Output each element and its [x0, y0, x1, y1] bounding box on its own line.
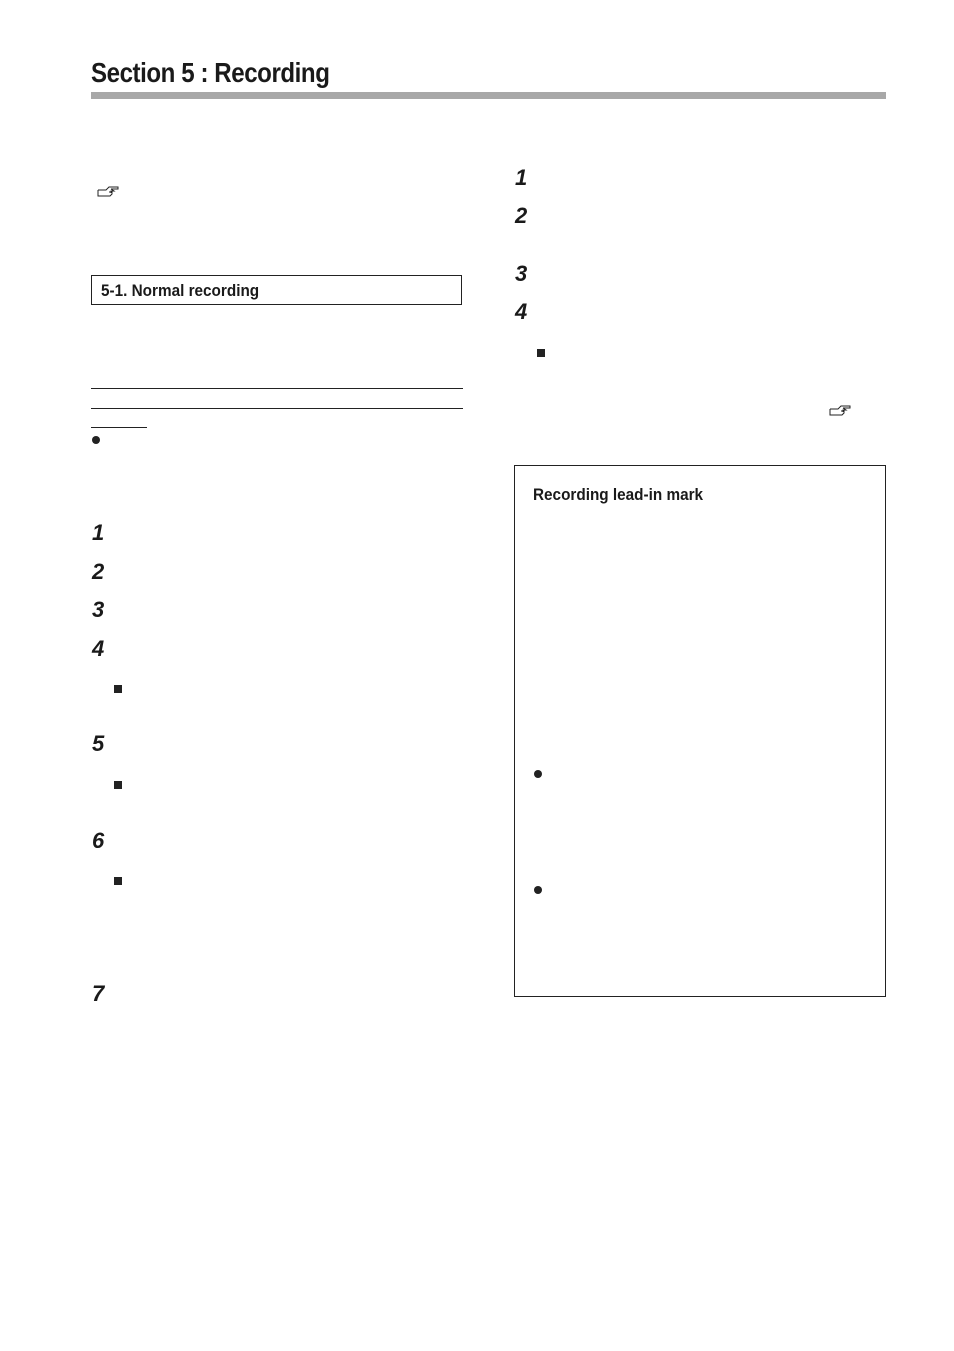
- pointing-hand-icon: [97, 186, 119, 198]
- step-number: 2: [515, 203, 528, 228]
- square-bullet-icon: [114, 685, 122, 693]
- step-number: 6: [92, 828, 105, 853]
- square-bullet-icon: [114, 877, 122, 885]
- page-title: Section 5 : Recording: [91, 57, 330, 88]
- step-number: 1: [92, 520, 105, 545]
- bullet-dot-icon: [534, 886, 542, 894]
- step-number: 5: [92, 731, 105, 756]
- step-number: 4: [515, 299, 528, 324]
- bullet-dot-icon: [92, 436, 100, 444]
- square-bullet-icon: [114, 781, 122, 789]
- step-number: 3: [92, 597, 105, 622]
- bullet-dot-icon: [534, 770, 542, 778]
- short-divider-line: [91, 427, 147, 428]
- square-bullet-icon: [537, 349, 545, 357]
- subsection-heading: 5-1. Normal recording: [101, 281, 260, 300]
- title-underline-bar: [91, 92, 886, 99]
- step-number: 4: [92, 636, 105, 661]
- step-number: 3: [515, 261, 528, 286]
- pointing-hand-icon: [829, 405, 851, 417]
- subsection-heading-box: [91, 275, 462, 305]
- divider-line: [91, 388, 463, 389]
- step-number: 1: [515, 165, 528, 190]
- info-box: [514, 465, 886, 997]
- divider-line: [91, 408, 463, 409]
- step-number: 2: [92, 559, 105, 584]
- info-box-title: Recording lead-in mark: [533, 485, 704, 504]
- step-number: 7: [92, 981, 105, 1006]
